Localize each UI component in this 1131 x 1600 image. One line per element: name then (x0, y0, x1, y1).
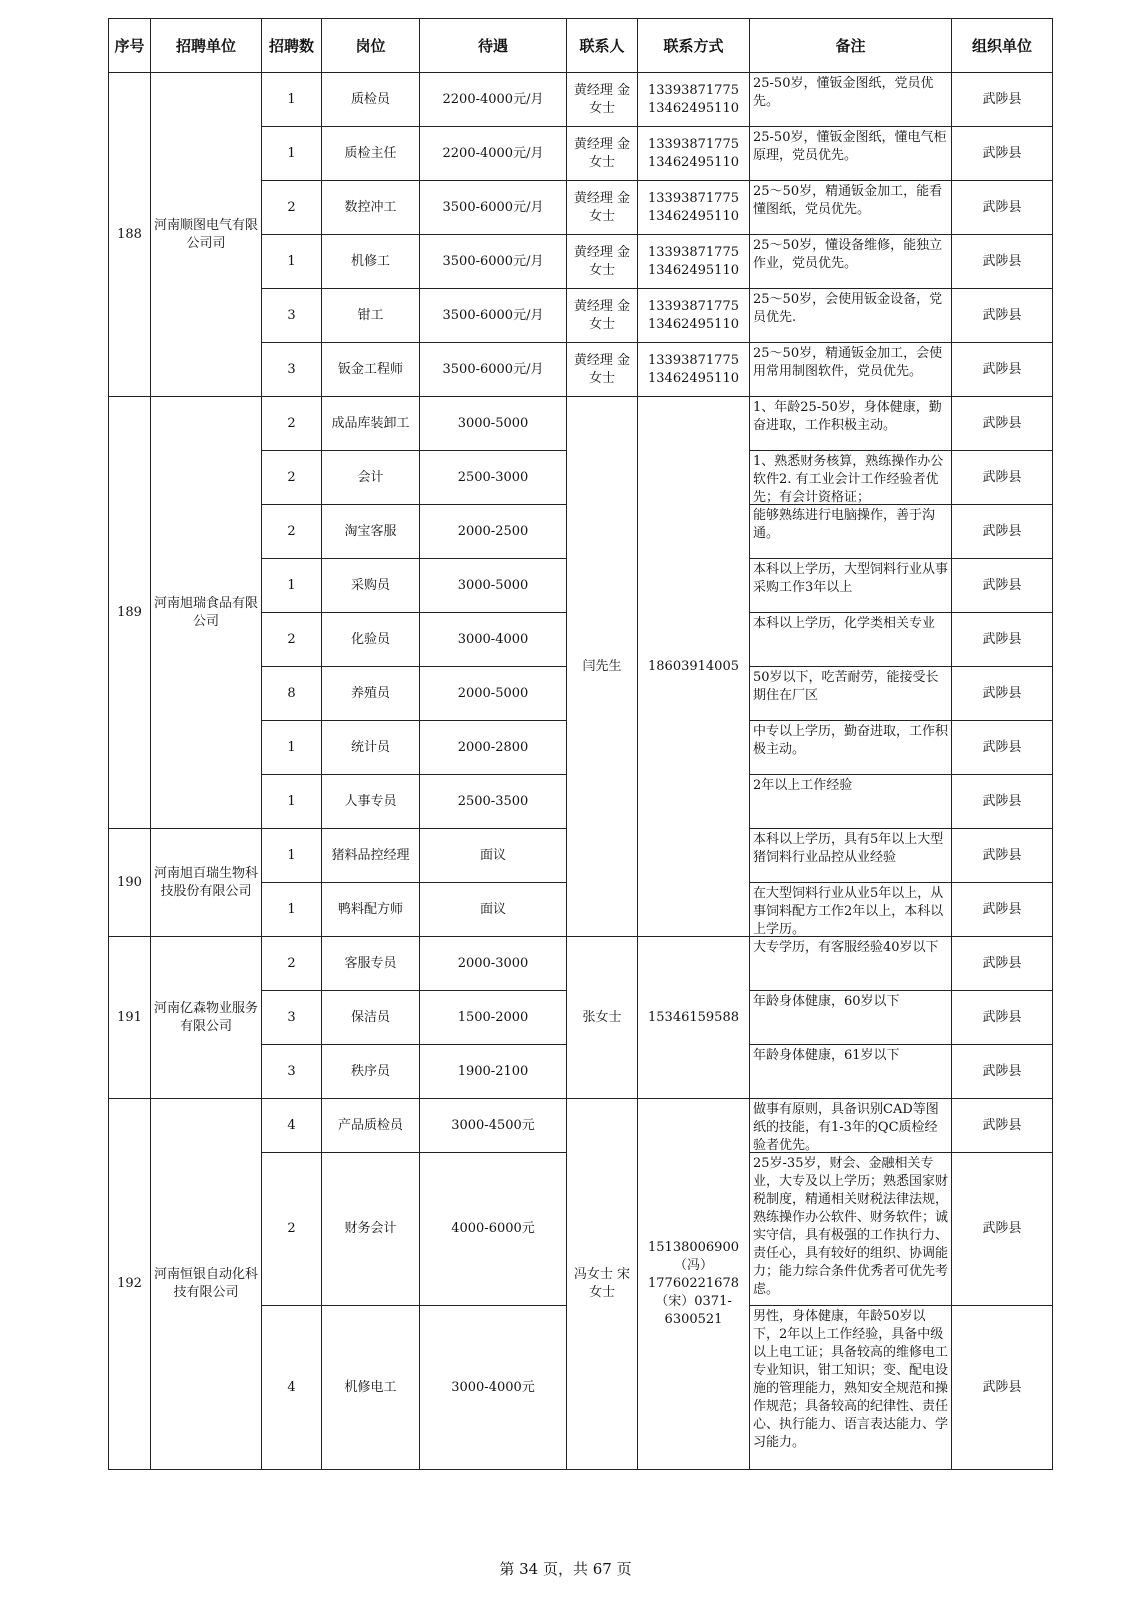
hire-count (261, 450, 322, 505)
group-number (108, 396, 151, 829)
job-position-text: 钳工 (357, 307, 384, 323)
contact-phone-text: 13393871775 13462495110 (648, 298, 739, 332)
org-unit-text: 武陟县 (982, 361, 1022, 377)
org-unit-text: 武陟县 (982, 199, 1022, 215)
salary-text: 2000-2500 (457, 523, 529, 539)
company-name-text: 河南旭百瑞生物科技股份有限公司 (153, 865, 258, 899)
remark (749, 882, 952, 937)
job-position (321, 936, 420, 991)
hire-count (261, 1098, 322, 1153)
contact-person-text: 黄经理 金女士 (573, 244, 631, 278)
group-number (108, 1098, 151, 1470)
salary (419, 342, 567, 397)
hire-count (261, 828, 322, 883)
company-name (150, 1098, 262, 1470)
hire-count-text: 1 (287, 901, 296, 917)
org-unit (951, 1152, 1053, 1306)
salary (419, 504, 567, 559)
salary-text: 2200-4000元/月 (442, 145, 544, 161)
org-unit-text: 武陟县 (982, 631, 1022, 647)
remark-text: 年龄身体健康，60岁以下 (753, 994, 900, 1009)
contact-phone-text: 13393871775 13462495110 (648, 82, 739, 116)
header-org-text: 组织单位 (971, 36, 1032, 55)
salary (419, 1305, 567, 1470)
remark-text: 25-50岁，懂钣金图纸，党员优先。 (753, 76, 934, 109)
recruitment-table (108, 18, 1052, 1469)
hire-count (261, 936, 322, 991)
company-name (150, 828, 262, 937)
contact-phone (637, 936, 750, 1099)
job-position-text: 客服专员 (344, 955, 397, 971)
salary-text: 3000-4000 (457, 631, 529, 647)
company-name (150, 936, 262, 1099)
remark (749, 558, 952, 613)
salary-text: 2200-4000元/月 (442, 91, 544, 107)
remark (749, 1152, 952, 1306)
group-number-text: 188 (117, 226, 142, 242)
header-count-text: 招聘数 (268, 36, 314, 55)
remark (749, 990, 952, 1045)
salary (419, 936, 567, 991)
salary (419, 666, 567, 721)
contact-person-text: 黄经理 金女士 (573, 298, 631, 332)
org-unit (951, 126, 1053, 181)
job-position-text: 质检主任 (344, 145, 397, 161)
org-unit (951, 288, 1053, 343)
job-position (321, 342, 420, 397)
hire-count-text: 4 (287, 1379, 296, 1395)
salary-text: 4000-6000元 (451, 1221, 535, 1236)
hire-count (261, 1044, 322, 1099)
salary-text: 3000-4000元 (451, 1379, 535, 1395)
org-unit (951, 180, 1053, 235)
hire-count-text: 3 (287, 307, 296, 323)
hire-count (261, 720, 322, 775)
org-unit-text: 武陟县 (982, 1063, 1022, 1079)
hire-count-text: 3 (287, 361, 296, 377)
salary-text: 3000-4500元 (451, 1117, 535, 1133)
job-position-text: 产品质检员 (337, 1117, 403, 1133)
contact-person-text: 黄经理 金女士 (573, 136, 631, 170)
hire-count-text: 1 (287, 577, 296, 593)
hire-count-text: 2 (287, 523, 296, 539)
salary (419, 720, 567, 775)
org-unit-text: 武陟县 (982, 739, 1022, 755)
group-number (108, 828, 151, 937)
remark (749, 666, 952, 721)
group-number-text: 191 (117, 1009, 142, 1025)
contact-phone-text: 13393871775 13462495110 (648, 244, 739, 278)
hire-count (261, 72, 322, 127)
salary (419, 882, 567, 937)
job-position-text: 机修电工 (344, 1379, 397, 1395)
contact-person-text: 张女士 (582, 1009, 622, 1025)
salary (419, 990, 567, 1045)
job-position-text: 淘宝客服 (344, 523, 397, 539)
org-unit-text: 武陟县 (982, 1117, 1022, 1133)
org-unit-text: 武陟县 (982, 577, 1022, 593)
job-position (321, 558, 420, 613)
company-name (150, 72, 262, 397)
hire-count (261, 396, 322, 451)
hire-count-text: 4 (287, 1117, 296, 1133)
remark (749, 180, 952, 235)
job-position-text: 保洁员 (350, 1009, 390, 1025)
company-name-text: 河南恒银自动化科技有限公司 (153, 1267, 258, 1300)
hire-count-text: 1 (287, 91, 296, 107)
org-unit (951, 450, 1053, 505)
job-position-text: 养殖员 (350, 685, 390, 701)
job-position (321, 180, 420, 235)
hire-count (261, 1152, 322, 1306)
remark-text: 25岁-35岁，财会、金融相关专业，大专及以上学历；熟悉国家财税制度，精通相关财税法律法规，熟练操作办公软件、财务软件；诚实守信，具有极强的工作执行力、责任心，具有较好的组织、协调能力；能力综合条件优秀者可优先考虑。 (753, 1156, 949, 1297)
job-position-text: 质检员 (350, 91, 390, 107)
org-unit-text: 武陟县 (982, 1379, 1022, 1395)
header-remark-text: 备注 (835, 36, 866, 55)
header-contact (566, 18, 638, 73)
remark-text: 本科以上学历，大型饲料行业从事采购工作3年以上 (753, 562, 949, 595)
contact-person (566, 180, 638, 235)
salary-text: 2000-2800 (457, 739, 529, 755)
job-position-text: 秩序员 (350, 1063, 390, 1079)
contact-phone (637, 72, 750, 127)
contact-phone-text: 15346159588 (648, 1009, 739, 1025)
company-name-text: 河南顺图电气有限公司司 (153, 217, 258, 251)
org-unit-text: 武陟县 (982, 901, 1022, 917)
contact-phone-text: 13393871775 13462495110 (648, 352, 739, 386)
header-no (108, 18, 151, 73)
contact-phone (637, 396, 750, 937)
header-no-text: 序号 (114, 36, 145, 55)
org-unit (951, 990, 1053, 1045)
salary-text: 3500-6000元/月 (442, 253, 544, 269)
hire-count-text: 2 (287, 199, 296, 215)
job-position (321, 720, 420, 775)
remark-text: 男性，身体健康，年龄50岁以下，2年以上工作经验，具备中级以上电工证；具备较高的维修电工专业知识，钳工知识；变、配电设施的管理能力，熟知安全规范和操作规范；具备较高的纪律性、责任心、执行能力、语言表达能力、学习能力。 (753, 1309, 949, 1450)
org-unit (951, 342, 1053, 397)
group-number (108, 936, 151, 1099)
job-position (321, 288, 420, 343)
hire-count-text: 3 (287, 1009, 296, 1025)
hire-count (261, 180, 322, 235)
hire-count-text: 2 (287, 415, 296, 431)
salary-text: 1500-2000 (457, 1009, 529, 1025)
salary-text: 面议 (479, 847, 506, 863)
header-phone (637, 18, 750, 73)
contact-phone-text: 13393871775 13462495110 (648, 136, 739, 170)
header-org (951, 18, 1053, 73)
salary-text: 2500-3000 (457, 469, 529, 485)
contact-phone (637, 234, 750, 289)
org-unit (951, 666, 1053, 721)
contact-person-text: 黄经理 金女士 (573, 352, 631, 386)
hire-count (261, 1305, 322, 1470)
job-position (321, 126, 420, 181)
company-name-text: 河南旭瑞食品有限公司 (153, 595, 258, 629)
salary (419, 234, 567, 289)
company-name-text: 河南亿森物业服务有限公司 (153, 1000, 258, 1034)
remark (749, 720, 952, 775)
group-number-text: 192 (117, 1276, 142, 1291)
org-unit (951, 558, 1053, 613)
org-unit-text: 武陟县 (982, 523, 1022, 539)
salary-text: 3500-6000元/月 (442, 361, 544, 377)
contact-phone (637, 1098, 750, 1470)
job-position-text: 化验员 (350, 631, 390, 647)
remark (749, 396, 952, 451)
org-unit-text: 武陟县 (982, 1009, 1022, 1025)
job-position-text: 机修工 (350, 253, 390, 269)
hire-count (261, 126, 322, 181)
job-position (321, 666, 420, 721)
salary-text: 2500-3500 (457, 793, 529, 809)
header-salary (419, 18, 567, 73)
org-unit (951, 720, 1053, 775)
remark-text: 25～50岁，懂设备维修，能独立作业，党员优先。 (753, 238, 943, 271)
contact-phone (637, 180, 750, 235)
contact-phone (637, 126, 750, 181)
job-position (321, 1098, 420, 1153)
org-unit-text: 武陟县 (982, 685, 1022, 701)
org-unit (951, 72, 1053, 127)
salary (419, 1098, 567, 1153)
org-unit (951, 774, 1053, 829)
contact-phone (637, 288, 750, 343)
job-position-text: 采购员 (350, 577, 390, 593)
remark (749, 126, 952, 181)
hire-count-text: 3 (287, 1063, 296, 1079)
remark (749, 1098, 952, 1153)
remark-text: 中专以上学历，勤奋进取，工作积极主动。 (753, 724, 949, 757)
contact-person (566, 396, 638, 937)
contact-phone-text: 13393871775 13462495110 (648, 190, 739, 224)
remark (749, 1044, 952, 1099)
contact-person (566, 72, 638, 127)
remark (749, 234, 952, 289)
org-unit-text: 武陟县 (982, 793, 1022, 809)
job-position (321, 1044, 420, 1099)
salary-text: 2000-3000 (457, 955, 529, 971)
remark (749, 1305, 952, 1470)
hire-count-text: 1 (287, 253, 296, 269)
hire-count (261, 774, 322, 829)
remark-text: 25-50岁，懂钣金图纸，懂电气柜原理，党员优先。 (753, 130, 947, 163)
remark-text: 25～50岁，精通钣金加工，会使用常用制图软件，党员优先。 (753, 346, 943, 379)
job-position-text: 数控冲工 (344, 199, 397, 215)
hire-count (261, 234, 322, 289)
hire-count-text: 2 (287, 955, 296, 971)
company-name (150, 396, 262, 829)
job-position (321, 450, 420, 505)
remark-text: 年龄身体健康，61岁以下 (753, 1048, 900, 1063)
org-unit (951, 1098, 1053, 1153)
page-footer: 第 34 页，共 67 页 (499, 1560, 632, 1578)
job-position (321, 396, 420, 451)
org-unit (951, 882, 1053, 937)
org-unit-text: 武陟县 (982, 253, 1022, 269)
remark-text: 1、熟悉财务核算，熟练操作办公软件2. 有工业会计工作经验者优先；有会计资格证； (753, 454, 944, 505)
remark (749, 342, 952, 397)
remark-text: 能够熟练进行电脑操作，善于沟通。 (753, 508, 936, 541)
org-unit (951, 936, 1053, 991)
contact-person (566, 234, 638, 289)
hire-count (261, 504, 322, 559)
contact-phone (637, 342, 750, 397)
remark (749, 828, 952, 883)
job-position-text: 财务会计 (344, 1221, 397, 1236)
salary-text: 面议 (479, 901, 506, 917)
org-unit-text: 武陟县 (982, 955, 1022, 971)
remark-text: 50岁以下，吃苦耐劳，能接受长期住在厂区 (753, 670, 939, 703)
hire-count-text: 1 (287, 793, 296, 809)
hire-count (261, 990, 322, 1045)
job-position-text: 钣金工程师 (337, 361, 403, 377)
hire-count (261, 882, 322, 937)
remark (749, 450, 952, 505)
remark-text: 本科以上学历，化学类相关专业 (753, 616, 936, 631)
salary (419, 396, 567, 451)
job-position (321, 1305, 420, 1470)
contact-person-text: 冯女士 宋女士 (573, 1267, 631, 1300)
contact-phone-text: 15138006900（冯）17760221678（宋）0371-6300521 (648, 1240, 739, 1327)
job-position-text: 人事专员 (344, 793, 397, 809)
job-position (321, 774, 420, 829)
hire-count (261, 288, 322, 343)
salary (419, 72, 567, 127)
hire-count (261, 558, 322, 613)
contact-phone-text: 18603914005 (648, 658, 739, 674)
hire-count (261, 666, 322, 721)
job-position (321, 1152, 420, 1306)
org-unit-text: 武陟县 (982, 469, 1022, 485)
hire-count-text: 2 (287, 631, 296, 647)
remark-text: 1、年龄25-50岁，身体健康，勤奋进取，工作积极主动。 (753, 400, 942, 433)
remark-text: 25～50岁，精通钣金加工，能看懂图纸，党员优先。 (753, 184, 943, 217)
remark-text: 大专学历，有客服经验40岁以下 (753, 940, 939, 955)
salary (419, 774, 567, 829)
header-count (261, 18, 322, 73)
org-unit (951, 828, 1053, 883)
salary (419, 828, 567, 883)
remark (749, 612, 952, 667)
job-position-text: 猪料品控经理 (331, 847, 410, 863)
contact-person (566, 342, 638, 397)
org-unit (951, 504, 1053, 559)
hire-count (261, 342, 322, 397)
job-position (321, 72, 420, 127)
header-contact-text: 联系人 (579, 36, 625, 55)
org-unit-text: 武陟县 (982, 1221, 1022, 1236)
hire-count-text: 8 (287, 685, 296, 701)
remark-text: 本科以上学历，具有5年以上大型猪饲料行业品控从业经验 (753, 832, 944, 865)
contact-person (566, 126, 638, 181)
salary (419, 1044, 567, 1099)
remark (749, 774, 952, 829)
header-salary-text: 待遇 (477, 36, 508, 55)
remark (749, 936, 952, 991)
salary (419, 180, 567, 235)
org-unit (951, 396, 1053, 451)
salary-text: 3500-6000元/月 (442, 199, 544, 215)
salary (419, 558, 567, 613)
hire-count-text: 2 (287, 469, 296, 485)
salary-text: 3500-6000元/月 (442, 307, 544, 323)
org-unit-text: 武陟县 (982, 91, 1022, 107)
hire-count-text: 1 (287, 847, 296, 863)
org-unit-text: 武陟县 (982, 145, 1022, 161)
salary-text: 2000-5000 (457, 685, 529, 701)
hire-count-text: 1 (287, 739, 296, 755)
salary (419, 450, 567, 505)
salary-text: 3000-5000 (457, 415, 529, 431)
salary (419, 612, 567, 667)
salary (419, 288, 567, 343)
header-phone-text: 联系方式 (663, 36, 724, 55)
org-unit (951, 612, 1053, 667)
job-position-text: 统计员 (350, 739, 390, 755)
group-number-text: 190 (117, 874, 142, 890)
job-position (321, 990, 420, 1045)
job-position-text: 会计 (357, 469, 384, 485)
contact-person-text: 黄经理 金女士 (573, 82, 631, 116)
job-position (321, 828, 420, 883)
org-unit (951, 1044, 1053, 1099)
contact-person (566, 936, 638, 1099)
job-position (321, 504, 420, 559)
salary (419, 126, 567, 181)
remark (749, 504, 952, 559)
remark-text: 做事有原则，具备识别CAD等图纸的技能，有1-3年的QC质检经验者优先。 (753, 1102, 939, 1153)
job-position (321, 234, 420, 289)
remark-text: 在大型饲料行业从业5年以上，从事饲料配方工作2年以上，本科以上学历。 (753, 886, 944, 937)
hire-count (261, 612, 322, 667)
salary (419, 1152, 567, 1306)
contact-person (566, 288, 638, 343)
org-unit-text: 武陟县 (982, 307, 1022, 323)
salary-text: 3000-5000 (457, 577, 529, 593)
org-unit (951, 234, 1053, 289)
remark (749, 288, 952, 343)
job-position (321, 882, 420, 937)
contact-person (566, 1098, 638, 1470)
header-position (321, 18, 420, 73)
header-remark (749, 18, 952, 73)
header-company-text: 招聘单位 (175, 36, 236, 55)
hire-count-text: 1 (287, 145, 296, 161)
hire-count-text: 2 (287, 1221, 296, 1236)
org-unit-text: 武陟县 (982, 847, 1022, 863)
group-number (108, 72, 151, 397)
org-unit (951, 1305, 1053, 1470)
group-number-text: 189 (117, 604, 142, 620)
remark (749, 72, 952, 127)
salary-text: 1900-2100 (457, 1063, 529, 1079)
job-position (321, 612, 420, 667)
job-position-text: 成品库装卸工 (331, 415, 410, 431)
job-position-text: 鸭料配方师 (337, 901, 403, 917)
header-company (150, 18, 262, 73)
header-position-text: 岗位 (355, 36, 386, 55)
contact-person-text: 黄经理 金女士 (573, 190, 631, 224)
remark-text: 25～50岁，会使用钣金设备，党员优先. (753, 292, 943, 325)
org-unit-text: 武陟县 (982, 415, 1022, 431)
remark-text: 2年以上工作经验 (753, 778, 853, 793)
contact-person-text: 闫先生 (582, 658, 622, 674)
